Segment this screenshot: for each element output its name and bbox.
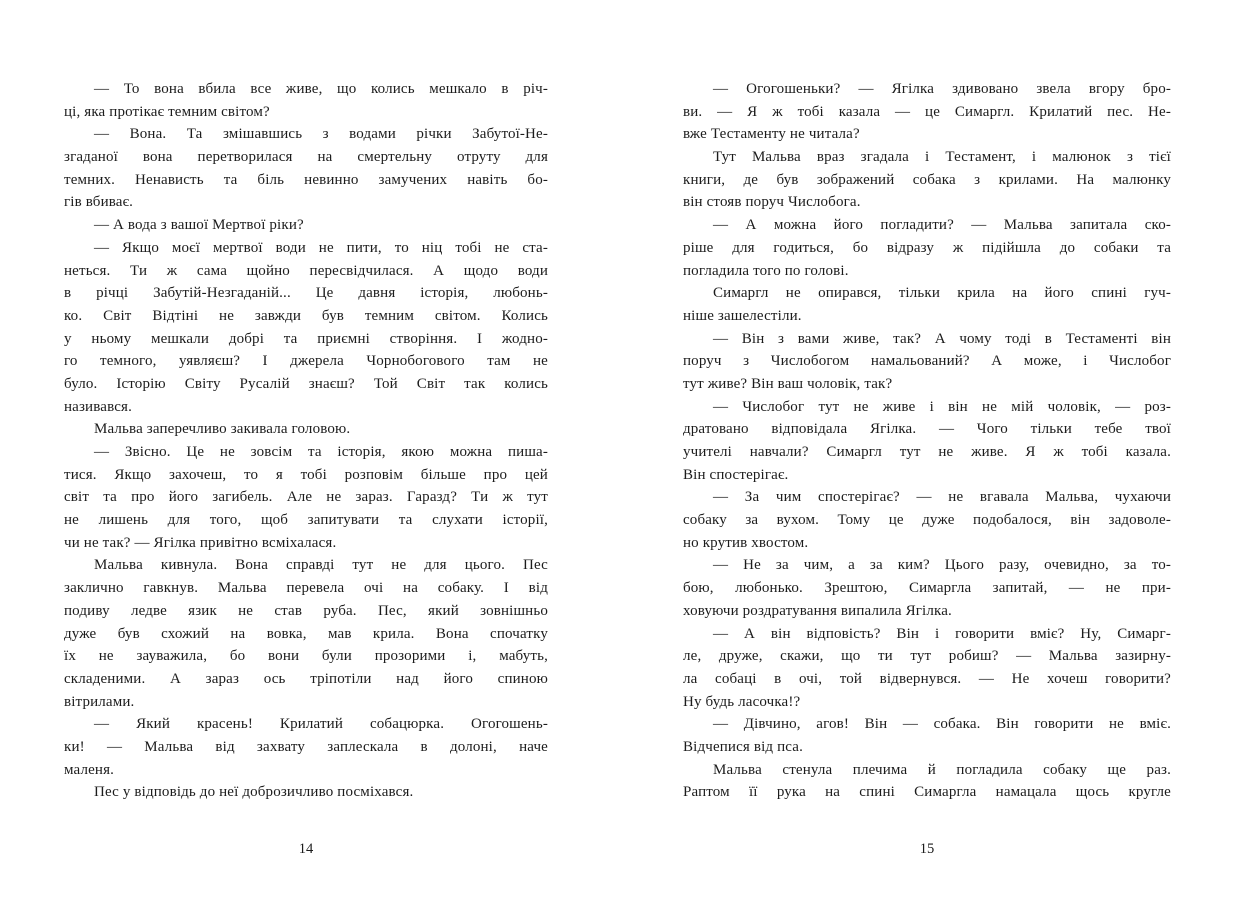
text-line: в річці Забутій-Незгаданій... Це давня історія, любонь- [64, 285, 548, 302]
text-line: — А вода з вашої Мертвої ріки? [94, 217, 304, 234]
text-line: — Огогошеньки? — Ягілка здивовано звела вгору бро- [713, 81, 1171, 97]
text-line: ви. — Я ж тобі казала — це Симаргл. Крилатий пес. Не- [683, 103, 1171, 120]
text-line: ховуючи роздратування випалила Ягілка. [683, 602, 952, 619]
text-line: ле, друже, скажи, що ти тут робиш? — Мальва зазирну- [683, 648, 1171, 665]
text-line: ніше зашелестіли. [683, 307, 802, 324]
text-line: Пес у відповідь до неї доброзичливо посміхався. [94, 784, 414, 801]
text-line: Тут Мальва враз згадала і Тестамент, і малюнок з тієї [713, 149, 1171, 166]
text-line: — За чим спостерігає? — не вгавала Мальва, чухаючи [713, 489, 1171, 506]
text-line: дратовано відповідала Ягілка. — Чого тільки тебе твої [683, 421, 1171, 438]
text-line: погладила того по голові. [683, 262, 849, 279]
text-line: Раптом її рука на спині Симаргла намацала щось кругле [683, 784, 1171, 801]
text-line: — Дівчино, агов! Він — собака. Він говорити не вміє. [713, 716, 1171, 733]
text-line: у ньому мешкали добрі та приємні створіння. І жодно- [64, 330, 548, 347]
text-line: тися. Якщо захочеш, то я тобі розповім більше про цей [64, 466, 548, 483]
text-line: неться. Ти ж сама щойно пересвідчилася. А щодо води [64, 262, 548, 279]
text-line: го темного, уявляєш? І джерела Чорнобогового там не [64, 353, 548, 370]
text-line: було. Історію Світу Русалій знаєш? Той Світ так колись [64, 375, 548, 392]
text-line: но крутив хвостом. [683, 534, 809, 551]
text-line: поруч з Числобогом намальований? А може, і Числобог [683, 353, 1171, 370]
text-line: — То вона вбила все живе, що колись мешкало в річ- [94, 81, 548, 97]
page-left-text [64, 78, 548, 804]
text-line: називався. [64, 398, 132, 415]
text-line: — Числобог тут не живе і він не мій чоловік, — роз- [713, 398, 1171, 415]
text-line: маленя. [64, 761, 115, 778]
text-line: Мальва заперечливо закивала головою. [94, 421, 351, 438]
text-line: ла собаці в очі, той відвернувся. — Не хочеш говорити? [683, 670, 1171, 687]
text-line: — Який красень! Крилатий собацюрка. Огогошень- [94, 716, 548, 733]
text-line: заклично гавкнув. Мальва перевела очі на собаку. І від [64, 580, 548, 597]
page-number-right: 15 [919, 841, 935, 857]
text-line: — Не за чим, а за ким? Цього разу, очевидно, за то- [713, 557, 1171, 574]
text-line: ки! — Мальва від захвату заплескала в долоні, наче [64, 738, 548, 755]
text-line: вже Тестаменту не читала? [683, 126, 860, 143]
text-line: чи не так? — Ягілка привітно всміхалася. [64, 534, 337, 551]
text-line: учителі навчали? Симаргл тут не живе. Я ж тобі казала. [683, 444, 1171, 460]
text-line: він стояв поруч Числобога. [683, 194, 861, 211]
text-line: ці, яка протікає темним світом? [64, 103, 270, 120]
page-number-left: 14 [298, 841, 314, 857]
text-line: — А він відповість? Він і говорити вміє? Ну, Симарг- [713, 625, 1171, 642]
text-line: темних. Ненависть та біль невинно замучених навіть бо- [64, 171, 548, 188]
text-line: гів вбиває. [64, 194, 134, 211]
text-line: тут живе? Він ваш чоловік, так? [683, 375, 893, 392]
text-line: бою, любонько. Зрештою, Симаргла запитай, — не при- [683, 580, 1171, 597]
text-line: Мальва стенула плечима й погладила собаку ще раз. [713, 761, 1171, 778]
page-right-text [683, 78, 1171, 804]
text-line: — Він з вами живе, так? А чому тоді в Тестаменті він [713, 330, 1171, 347]
text-line: Мальва кивнула. Вона справді тут не для цього. Пес [94, 557, 548, 574]
text-line: не лишень для того, щоб запитувати та слухати історії, [64, 512, 548, 529]
text-line: — Вона. Та змішавшись з водами річки Забутої-Не- [94, 126, 548, 143]
text-line: — Якщо моєї мертвої води не пити, то ніц тобі не ста- [94, 239, 548, 256]
text-line: дуже був схожий на вовка, мав крила. Вона спочатку [64, 625, 548, 642]
text-line: — А можна його погладити? — Мальва запитала ско- [713, 217, 1171, 234]
text-line: їх не зауважила, бо вони були прозорими і, мабуть, [64, 648, 548, 665]
text-line: світ та про його загибель. Але не зараз. Гаразд? Ти ж тут [64, 489, 548, 506]
text-line: книги, де був зображений собака з крилами. На малюнку [683, 171, 1171, 188]
text-line: вітрилами. [64, 693, 135, 710]
text-line: складеними. А зараз ось тріпотіли над його спиною [64, 670, 548, 687]
text-line: Відчепися від пса. [683, 738, 803, 755]
text-line: собаку за вухом. Тому це дуже подобалося, він задоволе- [683, 512, 1171, 529]
text-line: подиву ледве язик не став руба. Пес, який зовнішньо [64, 602, 548, 619]
text-line: — Звісно. Це не зовсім та історія, якою можна пиша- [94, 444, 548, 460]
text-line: Симаргл не опирався, тільки крила на його спині гуч- [713, 285, 1171, 302]
text-line: Він спостерігає. [683, 466, 789, 483]
text-line: Ну будь ласочка!? [683, 693, 801, 710]
text-line: ко. Світ Відтіні не завжди був темним світом. Колись [64, 307, 548, 324]
text-line: ріше для годиться, бо відразу ж підійшла до собаки та [683, 239, 1171, 256]
text-line: згаданої вона перетворилася на смертельну отруту для [64, 149, 548, 166]
